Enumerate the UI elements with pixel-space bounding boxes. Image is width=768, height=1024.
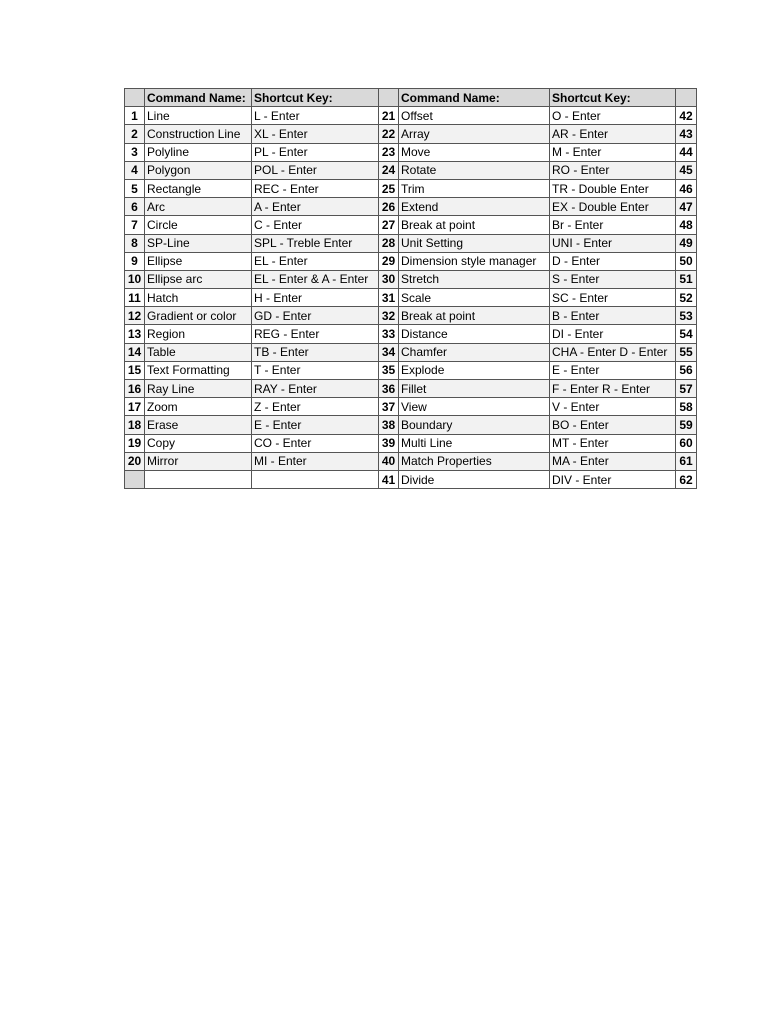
shortcut-key-right: S - Enter — [550, 270, 676, 288]
shortcut-key-left: E - Enter — [252, 416, 379, 434]
header-corner-right — [676, 89, 697, 107]
row-number-right: 32 — [379, 307, 399, 325]
command-name-left: Ellipse arc — [145, 270, 252, 288]
shortcut-key-right: F - Enter R - Enter — [550, 380, 676, 398]
command-name-left: Circle — [145, 216, 252, 234]
shortcut-key-right: DIV - Enter — [550, 470, 676, 488]
command-name-right: View — [399, 398, 550, 416]
row-number-right: 25 — [379, 179, 399, 197]
header-command-name-right: Command Name: — [399, 89, 550, 107]
shortcut-key-left: PL - Enter — [252, 143, 379, 161]
row-number-right: 35 — [379, 361, 399, 379]
command-name-left: Line — [145, 107, 252, 125]
table-row — [125, 361, 697, 379]
command-name-right: Divide — [399, 470, 550, 488]
row-number-left: 3 — [125, 143, 145, 161]
shortcut-key-left: A - Enter — [252, 198, 379, 216]
row-number-tail: 50 — [676, 252, 697, 270]
shortcut-key-right: SC - Enter — [550, 289, 676, 307]
row-number-tail: 62 — [676, 470, 697, 488]
row-number-tail: 43 — [676, 125, 697, 143]
row-number-tail: 42 — [676, 107, 697, 125]
row-number-tail: 44 — [676, 143, 697, 161]
command-shortcut-table — [124, 88, 697, 489]
header-shortcut-key-left: Shortcut Key: — [252, 89, 379, 107]
command-name-left: Zoom — [145, 398, 252, 416]
command-name-left: Gradient or color — [145, 307, 252, 325]
row-number-left: 11 — [125, 289, 145, 307]
command-name-left: SP-Line — [145, 234, 252, 252]
table-row — [125, 198, 697, 216]
shortcut-key-right: RO - Enter — [550, 161, 676, 179]
command-name-right: Stretch — [399, 270, 550, 288]
row-number-tail: 57 — [676, 380, 697, 398]
shortcut-key-left: L - Enter — [252, 107, 379, 125]
table-row — [125, 125, 697, 143]
row-number-right: 23 — [379, 143, 399, 161]
row-number-left: 1 — [125, 107, 145, 125]
row-number-tail: 59 — [676, 416, 697, 434]
table-row — [125, 289, 697, 307]
table-row — [125, 161, 697, 179]
command-name-right: Offset — [399, 107, 550, 125]
table-row — [125, 234, 697, 252]
header-command-name-left: Command Name: — [145, 89, 252, 107]
shortcut-key-left: REC - Enter — [252, 179, 379, 197]
table-row — [125, 343, 697, 361]
table-row — [125, 434, 697, 452]
row-number-right: 36 — [379, 380, 399, 398]
row-number-right: 28 — [379, 234, 399, 252]
row-number-right: 22 — [379, 125, 399, 143]
command-name-left — [145, 470, 252, 488]
shortcut-key-left: REG - Enter — [252, 325, 379, 343]
command-name-right: Move — [399, 143, 550, 161]
shortcut-key-right: BO - Enter — [550, 416, 676, 434]
row-number-left: 16 — [125, 380, 145, 398]
shortcut-key-left: RAY - Enter — [252, 380, 379, 398]
row-number-tail: 46 — [676, 179, 697, 197]
command-name-right: Boundary — [399, 416, 550, 434]
shortcut-key-right: CHA - Enter D - Enter — [550, 343, 676, 361]
row-number-right: 24 — [379, 161, 399, 179]
command-name-left: Rectangle — [145, 179, 252, 197]
shortcut-key-right: UNI - Enter — [550, 234, 676, 252]
row-number-tail: 60 — [676, 434, 697, 452]
row-number-left: 5 — [125, 179, 145, 197]
header-corner-left — [125, 89, 145, 107]
command-name-left: Region — [145, 325, 252, 343]
row-number-tail: 51 — [676, 270, 697, 288]
shortcut-key-left: EL - Enter & A - Enter — [252, 270, 379, 288]
shortcut-key-right: TR - Double Enter — [550, 179, 676, 197]
command-name-left: Hatch — [145, 289, 252, 307]
shortcut-key-right: AR - Enter — [550, 125, 676, 143]
row-number-tail: 56 — [676, 361, 697, 379]
command-name-right: Match Properties — [399, 452, 550, 470]
shortcut-key-right: MA - Enter — [550, 452, 676, 470]
table-row — [125, 216, 697, 234]
shortcut-key-right: Br - Enter — [550, 216, 676, 234]
row-number-right: 31 — [379, 289, 399, 307]
shortcut-key-left: C - Enter — [252, 216, 379, 234]
command-name-left: Arc — [145, 198, 252, 216]
row-number-left: 13 — [125, 325, 145, 343]
header-row — [125, 89, 697, 107]
row-number-right: 38 — [379, 416, 399, 434]
row-number-right: 39 — [379, 434, 399, 452]
table-body — [125, 89, 697, 489]
row-number-tail: 61 — [676, 452, 697, 470]
row-number-left — [125, 470, 145, 488]
row-number-tail: 47 — [676, 198, 697, 216]
shortcut-key-left: GD - Enter — [252, 307, 379, 325]
row-number-left: 6 — [125, 198, 145, 216]
command-name-right: Extend — [399, 198, 550, 216]
command-name-right: Chamfer — [399, 343, 550, 361]
row-number-tail: 53 — [676, 307, 697, 325]
row-number-tail: 52 — [676, 289, 697, 307]
command-name-left: Erase — [145, 416, 252, 434]
shortcut-key-left: XL - Enter — [252, 125, 379, 143]
table-row — [125, 470, 697, 488]
shortcut-key-left — [252, 470, 379, 488]
table-row — [125, 179, 697, 197]
row-number-left: 2 — [125, 125, 145, 143]
table-row — [125, 107, 697, 125]
row-number-left: 9 — [125, 252, 145, 270]
shortcut-key-right: B - Enter — [550, 307, 676, 325]
shortcut-key-left: EL - Enter — [252, 252, 379, 270]
command-name-left: Table — [145, 343, 252, 361]
command-name-left: Ellipse — [145, 252, 252, 270]
row-number-right: 41 — [379, 470, 399, 488]
table-row — [125, 325, 697, 343]
shortcut-key-right: MT - Enter — [550, 434, 676, 452]
row-number-left: 15 — [125, 361, 145, 379]
row-number-left: 14 — [125, 343, 145, 361]
shortcut-key-left: CO - Enter — [252, 434, 379, 452]
shortcut-key-left: SPL - Treble Enter — [252, 234, 379, 252]
command-name-right: Rotate — [399, 161, 550, 179]
row-number-right: 29 — [379, 252, 399, 270]
row-number-left: 7 — [125, 216, 145, 234]
command-name-right: Explode — [399, 361, 550, 379]
command-name-right: Multi Line — [399, 434, 550, 452]
table-row — [125, 452, 697, 470]
shortcut-key-right: M - Enter — [550, 143, 676, 161]
table-row — [125, 270, 697, 288]
shortcut-key-left: Z - Enter — [252, 398, 379, 416]
command-name-right: Trim — [399, 179, 550, 197]
table-row — [125, 307, 697, 325]
command-name-left: Ray Line — [145, 380, 252, 398]
row-number-left: 19 — [125, 434, 145, 452]
command-name-left: Text Formatting — [145, 361, 252, 379]
row-number-right: 40 — [379, 452, 399, 470]
table-row — [125, 380, 697, 398]
row-number-right: 27 — [379, 216, 399, 234]
header-corner-middle — [379, 89, 399, 107]
table-row — [125, 252, 697, 270]
command-name-right: Distance — [399, 325, 550, 343]
row-number-left: 10 — [125, 270, 145, 288]
command-name-right: Fillet — [399, 380, 550, 398]
row-number-left: 18 — [125, 416, 145, 434]
shortcut-key-left: TB - Enter — [252, 343, 379, 361]
row-number-tail: 54 — [676, 325, 697, 343]
command-name-right: Array — [399, 125, 550, 143]
row-number-right: 33 — [379, 325, 399, 343]
row-number-tail: 55 — [676, 343, 697, 361]
command-name-left: Polyline — [145, 143, 252, 161]
command-name-left: Construction Line — [145, 125, 252, 143]
command-name-left: Mirror — [145, 452, 252, 470]
command-name-right: Break at point — [399, 216, 550, 234]
shortcut-key-left: POL - Enter — [252, 161, 379, 179]
shortcut-key-left: H - Enter — [252, 289, 379, 307]
command-name-right: Break at point — [399, 307, 550, 325]
command-name-right: Unit Setting — [399, 234, 550, 252]
row-number-left: 12 — [125, 307, 145, 325]
table-row — [125, 143, 697, 161]
shortcut-key-left: T - Enter — [252, 361, 379, 379]
shortcut-key-left: MI - Enter — [252, 452, 379, 470]
shortcut-key-right: DI - Enter — [550, 325, 676, 343]
row-number-left: 20 — [125, 452, 145, 470]
command-name-left: Polygon — [145, 161, 252, 179]
row-number-right: 26 — [379, 198, 399, 216]
command-name-right: Scale — [399, 289, 550, 307]
shortcut-key-right: O - Enter — [550, 107, 676, 125]
row-number-tail: 48 — [676, 216, 697, 234]
table-row — [125, 398, 697, 416]
command-name-left: Copy — [145, 434, 252, 452]
command-name-right: Dimension style manager — [399, 252, 550, 270]
row-number-left: 4 — [125, 161, 145, 179]
row-number-tail: 45 — [676, 161, 697, 179]
header-shortcut-key-right: Shortcut Key: — [550, 89, 676, 107]
table-row — [125, 416, 697, 434]
row-number-right: 21 — [379, 107, 399, 125]
row-number-tail: 49 — [676, 234, 697, 252]
shortcut-key-right: D - Enter — [550, 252, 676, 270]
row-number-right: 34 — [379, 343, 399, 361]
shortcut-key-right: E - Enter — [550, 361, 676, 379]
row-number-right: 37 — [379, 398, 399, 416]
row-number-right: 30 — [379, 270, 399, 288]
shortcut-key-right: V - Enter — [550, 398, 676, 416]
row-number-left: 17 — [125, 398, 145, 416]
row-number-left: 8 — [125, 234, 145, 252]
row-number-tail: 58 — [676, 398, 697, 416]
shortcut-key-right: EX - Double Enter — [550, 198, 676, 216]
